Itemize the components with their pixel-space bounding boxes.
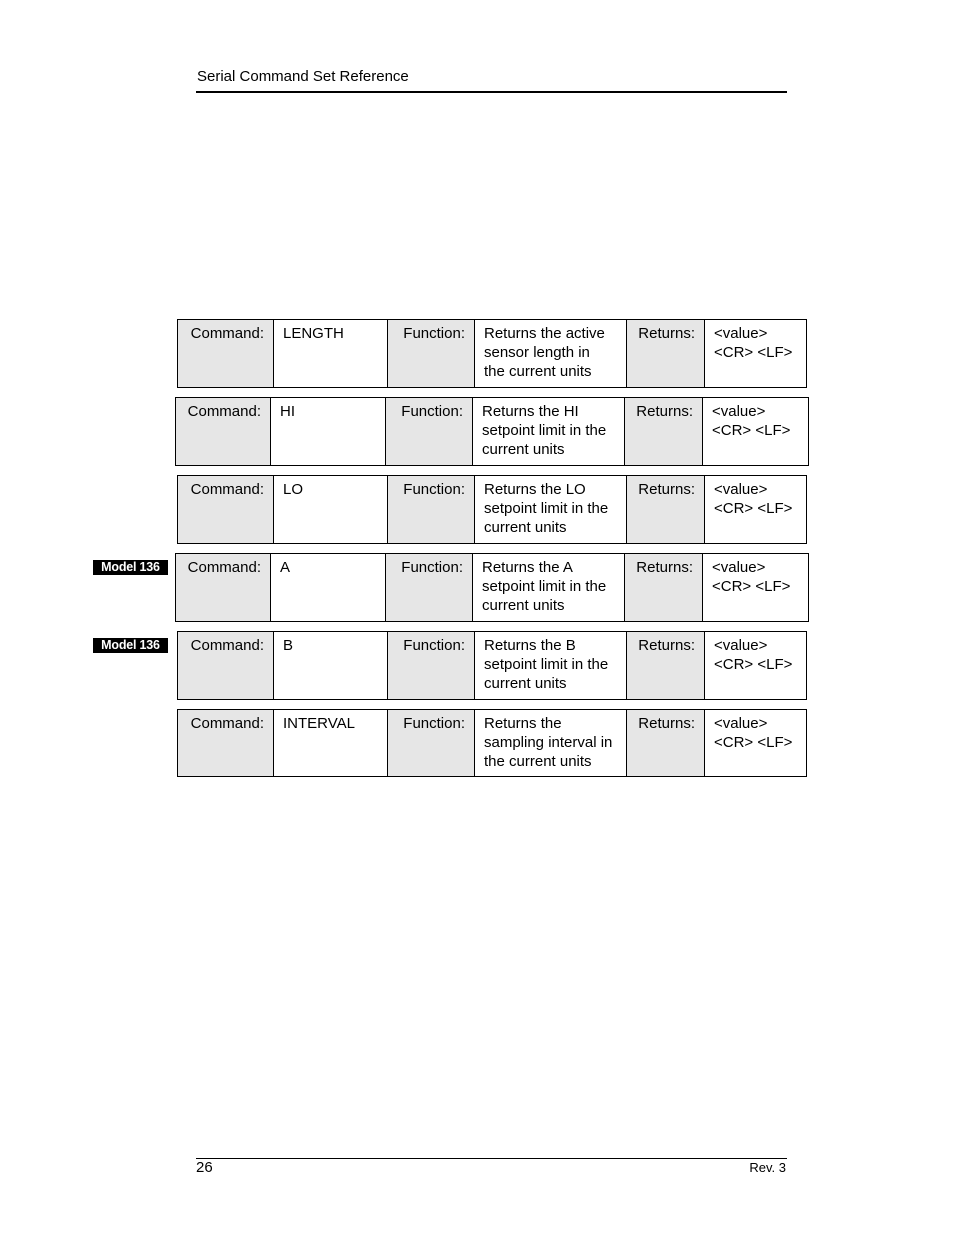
returns-label: Returns: xyxy=(625,554,703,622)
command-table-interval xyxy=(177,709,807,777)
function-label: Function: xyxy=(388,476,475,544)
returns-value: <value> <CR> <LF> xyxy=(703,398,809,466)
function-description: Returns the active sensor length in the current units xyxy=(475,320,627,388)
function-label: Function: xyxy=(388,710,475,777)
returns-value: <value> <CR> <LF> xyxy=(705,476,807,544)
returns-label: Returns: xyxy=(627,320,705,388)
command-name: LO xyxy=(274,476,388,544)
returns-value: <value> <CR> <LF> xyxy=(705,710,807,777)
function-description: Returns the A setpoint limit in the current units xyxy=(473,554,625,622)
footer-rule xyxy=(196,1158,787,1159)
header-rule xyxy=(196,91,787,93)
command-label: Command: xyxy=(178,320,274,388)
command-name: B xyxy=(274,632,388,700)
revision-label: Rev. 3 xyxy=(749,1160,786,1175)
returns-label: Returns: xyxy=(627,710,705,777)
function-description: Returns the B setpoint limit in the current units xyxy=(475,632,627,700)
command-table-hi xyxy=(175,397,809,466)
model-136-badge: Model 136 xyxy=(93,560,168,575)
function-label: Function: xyxy=(386,398,473,466)
function-label: Function: xyxy=(386,554,473,622)
command-name: A xyxy=(271,554,386,622)
returns-label: Returns: xyxy=(627,476,705,544)
returns-value: <value> <CR> <LF> xyxy=(703,554,809,622)
command-table-lo xyxy=(177,475,807,544)
command-table-a xyxy=(175,553,809,622)
command-label: Command: xyxy=(178,476,274,544)
returns-value: <value> <CR> <LF> xyxy=(705,320,807,388)
model-136-badge: Model 136 xyxy=(93,638,168,653)
command-label: Command: xyxy=(176,398,271,466)
page-number: 26 xyxy=(196,1159,213,1176)
command-label: Command: xyxy=(178,632,274,700)
function-description: Returns the sampling interval in the current units xyxy=(475,710,627,777)
command-name: INTERVAL xyxy=(274,710,388,777)
function-description: Returns the LO setpoint limit in the current units xyxy=(475,476,627,544)
command-table-b xyxy=(177,631,807,700)
returns-label: Returns: xyxy=(627,632,705,700)
header-title: Serial Command Set Reference xyxy=(197,68,409,85)
function-label: Function: xyxy=(388,632,475,700)
function-label: Function: xyxy=(388,320,475,388)
command-table-length xyxy=(177,319,807,388)
command-label: Command: xyxy=(176,554,271,622)
command-name: HI xyxy=(271,398,386,466)
command-name: LENGTH xyxy=(274,320,388,388)
function-description: Returns the HI setpoint limit in the current units xyxy=(473,398,625,466)
returns-value: <value> <CR> <LF> xyxy=(705,632,807,700)
returns-label: Returns: xyxy=(625,398,703,466)
command-label: Command: xyxy=(178,710,274,777)
